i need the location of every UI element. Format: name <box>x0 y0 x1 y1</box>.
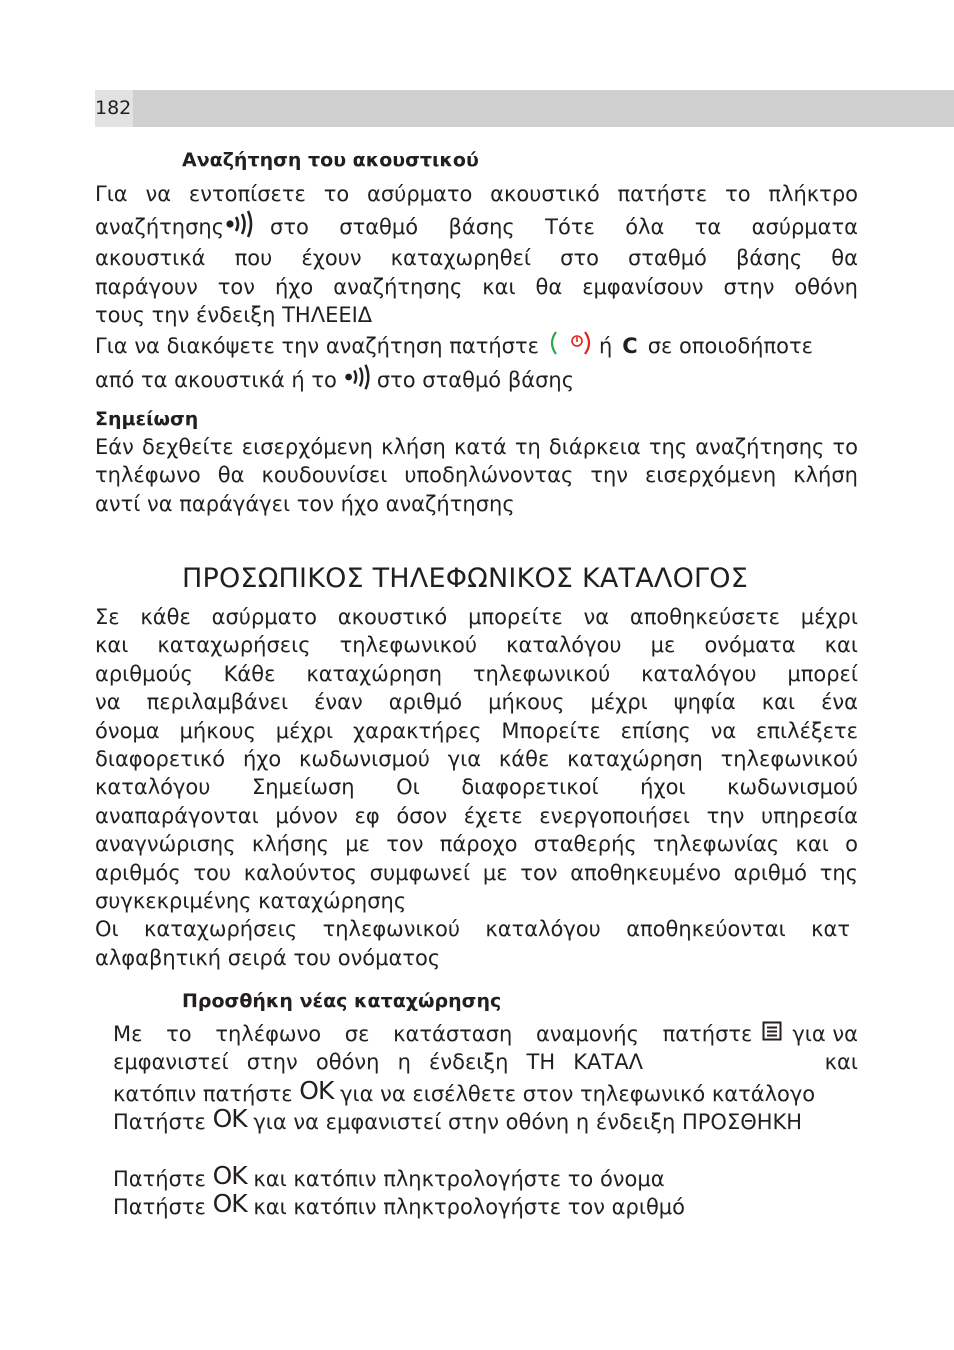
text-fragment: Πατήστε <box>113 1166 206 1191</box>
text-fragment: για να εισέλθετε στον τηλεφωνικό κατάλογο <box>340 1081 816 1106</box>
section-heading-search: Αναζήτηση του ακουστικού <box>182 149 479 171</box>
ok-key-label: OK <box>299 1075 334 1105</box>
text-fragment: και κατόπιν πληκτρολογήστε τον αριθμό <box>253 1195 686 1220</box>
text-line: ακουστικά που έχουν καταχωρηθεί στο σταθμό βάσης θα <box>95 246 858 271</box>
blank-line <box>113 1134 858 1162</box>
text-line: αντί να παράγάγει τον ήχο αναζήτησης <box>95 491 515 516</box>
ok-key-label: OK <box>212 1104 247 1134</box>
text-fragment: στο σταθμό βάσης <box>376 368 575 393</box>
text-line: αλφαβητική σειρά του ονόματος <box>95 945 441 970</box>
text-line: τους την ένδειξη ΤΗΛΕΕΙΔ <box>95 303 373 328</box>
text-line: παράγουν τον ήχο αναζήτησης και θα εμφανίσουν στην οθόνη <box>95 274 858 299</box>
text-line: Σε κάθε ασύρματο ακουστικό μπορείτε να αποθηκεύσετε μέχρι <box>95 605 858 629</box>
header-bar <box>95 90 954 127</box>
text-line <box>95 330 858 364</box>
hangup-icon <box>547 328 595 365</box>
text-line: τηλέφωνο θα κουδουνίσει υποδηλώνοντας την εισερχόμενη κλήση <box>95 463 858 488</box>
text-fragment: σε οποιοδήποτε <box>647 334 813 359</box>
text-line: καταλόγου Σημείωση Οι διαφορετικοί ήχοι κωδωνισμού <box>95 775 858 800</box>
text-fragment: και <box>824 1050 858 1075</box>
text-fragment: και κατόπιν πληκτρολογήστε το όνομα <box>253 1166 665 1191</box>
text-fragment: στο σταθμό βάσης Τότε όλα τα ασύρματα <box>270 215 858 240</box>
text-line <box>95 210 858 244</box>
text-line <box>113 1162 858 1190</box>
text-line <box>113 1048 858 1076</box>
text-line: αριθμούς Κάθε καταχώρηση τηλεφωνικού καταλόγου μπορεί <box>95 661 858 686</box>
text-line: αναπαράγονται μόνον εφ όσον έχετε ενεργοποιήσει την υπηρεσία <box>95 803 858 828</box>
add-entry-body <box>113 1020 858 1219</box>
ok-key-label: OK <box>212 1189 247 1219</box>
note-body <box>95 433 858 518</box>
text-fragment: Πατήστε <box>113 1195 206 1220</box>
text-line <box>113 1105 858 1133</box>
text-fragment: Για να διακόψετε την αναζήτηση πατήστε <box>95 334 539 359</box>
page-number: 182 <box>95 90 133 127</box>
ok-key-label: OK <box>212 1160 247 1190</box>
text-line: συγκεκριμένης καταχώρησης <box>95 888 407 913</box>
page-sound-icon <box>343 362 373 399</box>
text-fragment: εμφανιστεί στην οθόνη η ένδειξη ΤΗ ΚΑΤΑΛ <box>113 1050 643 1075</box>
text-fragment: για να εμφανιστεί στην οθόνη η ένδειξη ΠΡΟΣΘΗΚΗ <box>253 1110 803 1135</box>
text-line: Οι καταχωρήσεις τηλεφωνικού καταλόγου αποθηκεύονται κατ <box>95 917 850 942</box>
text-line <box>113 1190 858 1218</box>
text-fragment: κατόπιν πατήστε <box>113 1081 293 1106</box>
text-line: Για να εντοπίσετε το ασύρματο ακουστικό πατήστε το πλήκτρο <box>95 182 858 206</box>
menu-icon <box>762 1020 782 1048</box>
add-entry-heading: Προσθήκη νέας καταχώρησης <box>182 990 502 1012</box>
text-fragment: για να <box>792 1022 858 1046</box>
text-fragment: από τα ακουστικά ή το <box>95 368 337 393</box>
note-heading: Σημείωση <box>95 408 199 430</box>
text-line: Εάν δεχθείτε εισερχόμενη κλήση κατά τη διάρκεια της αναζήτησης το <box>95 435 858 459</box>
text-line <box>113 1020 858 1048</box>
text-fragment: ή <box>598 334 613 359</box>
text-line <box>113 1077 858 1105</box>
c-key-label: C <box>622 334 638 359</box>
text-line: αναγνώρισης κλήσης με τον πάροχο σταθερής τηλεφωνίας και ο <box>95 832 858 857</box>
text-line: και καταχωρήσεις τηλεφωνικού καταλόγου με ονόματα και <box>95 633 858 658</box>
text-fragment: Με το τηλέφωνο σε κατάσταση αναμονής πατήστε <box>113 1022 753 1046</box>
phonebook-body <box>95 603 858 972</box>
text-line <box>95 364 858 398</box>
text-fragment: αναζήτησης <box>95 215 225 240</box>
text-line: να περιλαμβάνει έναν αριθμό μήκους μέχρι ψηφία και ένα <box>95 690 858 715</box>
phonebook-title: ΠΡΟΣΩΠΙΚΟΣ ΤΗΛΕΦΩΝΙΚΟΣ ΚΑΤΑΛΟΓΟΣ <box>182 563 748 594</box>
text-line: αριθμός του καλούντος συμφωνεί με τον αποθηκευμένο αριθμό της <box>95 860 858 885</box>
section-search-body <box>95 180 858 398</box>
text-line: όνομα μήκους μέχρι χαρακτήρες Μπορείτε επίσης να επιλέξετε <box>95 718 858 743</box>
page-sound-icon <box>224 209 256 246</box>
text-fragment: Πατήστε <box>113 1110 206 1135</box>
text-line: διαφορετικό ήχο κωδωνισμού για κάθε καταχώρηση τηλεφωνικού <box>95 746 858 771</box>
